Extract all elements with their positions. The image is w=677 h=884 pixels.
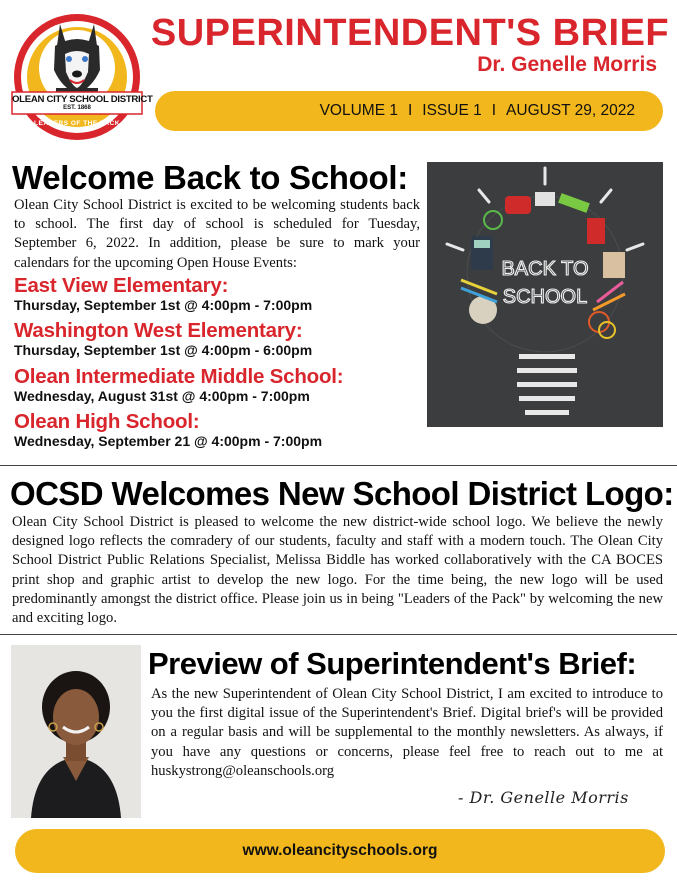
event-item bbox=[14, 410, 322, 450]
event-item bbox=[14, 274, 312, 314]
event-item bbox=[14, 319, 312, 359]
signature: - Dr. Genelle Morris bbox=[458, 788, 629, 807]
preview-heading: Preview of Superintendent's Brief: bbox=[148, 646, 637, 681]
separator: I bbox=[491, 102, 497, 119]
section-divider bbox=[0, 465, 677, 466]
event-time: Thursday, September 1st @ 4:00pm - 6:00pm bbox=[14, 342, 313, 358]
district-logo bbox=[10, 10, 153, 144]
logo-district-name: OLEAN CITY SCHOOL DISTRICT bbox=[12, 94, 153, 105]
event-school: East View Elementary: bbox=[14, 274, 229, 297]
logo-established: EST. 1868 bbox=[63, 105, 91, 111]
superintendent-portrait-image bbox=[11, 645, 141, 818]
event-school: Washington West Elementary: bbox=[14, 319, 303, 342]
separator: I bbox=[407, 102, 413, 119]
event-time: Wednesday, August 31st @ 4:00pm - 7:00pm bbox=[14, 388, 310, 404]
new-logo-body: Olean City School District is pleased to welcome the new district-wide school logo. We believe the newly designed logo reflects the comradery of our students, faculty and staff with a modern touch. The Olean City School District Public Relations Specialist, Melissa Biddle has worked collaboratively with the CA BOCES print shop and graphic artist to develop the new logo. For the time being, the new logo will be used predominantly amongst the district office. Please join us in being "Leaders of the Pack" by welcoming the new and exciting logo. bbox=[12, 514, 663, 627]
event-school: Olean High School: bbox=[14, 410, 200, 433]
issue-date: AUGUST 29, 2022 bbox=[506, 102, 635, 119]
chalk-text: SCHOOL bbox=[502, 286, 588, 308]
event-school: Olean Intermediate Middle School: bbox=[14, 365, 344, 388]
back-to-school-lightbulb-image bbox=[427, 162, 663, 427]
event-time: Thursday, September 1st @ 4:00pm - 7:00pm bbox=[14, 297, 313, 313]
issue-info-bar bbox=[155, 91, 663, 131]
logo-motto: LEADERS OF THE PACK bbox=[34, 120, 120, 127]
newsletter-title: SUPERINTENDENT'S BRIEF bbox=[150, 12, 670, 54]
author-name: Dr. Genelle Morris bbox=[477, 53, 657, 76]
event-time: Wednesday, September 21 @ 4:00pm - 7:00pm bbox=[14, 433, 323, 449]
welcome-heading: Welcome Back to School: bbox=[12, 159, 408, 196]
new-logo-heading: OCSD Welcomes New School District Logo: bbox=[10, 475, 674, 512]
event-item bbox=[14, 365, 343, 405]
welcome-body: Olean City School District is excited to be welcoming students back to school. The first day of school is scheduled for Tuesday, September 6, 2022. In addition, please be sure to mark your calendars for the upcoming Open House Events: bbox=[14, 197, 420, 271]
volume-label: VOLUME 1 bbox=[319, 102, 398, 119]
preview-body: As the new Superintendent of Olean City School District, I am excited to introduce to you the first digital issue of the Superintendent's Brief. Digital brief's will be provided on a regular basis and will be supplemental to the monthly newsletters. As always, if you have any questions or concerns, please feel free to reach out to me at huskystrong@oleanschools.org bbox=[151, 686, 663, 779]
section-divider bbox=[0, 634, 677, 635]
chalk-text: BACK TO bbox=[501, 258, 589, 280]
footer-bar bbox=[15, 829, 665, 873]
website-link[interactable]: www.oleancityschools.org bbox=[242, 842, 438, 859]
issue-label: ISSUE 1 bbox=[422, 102, 482, 119]
